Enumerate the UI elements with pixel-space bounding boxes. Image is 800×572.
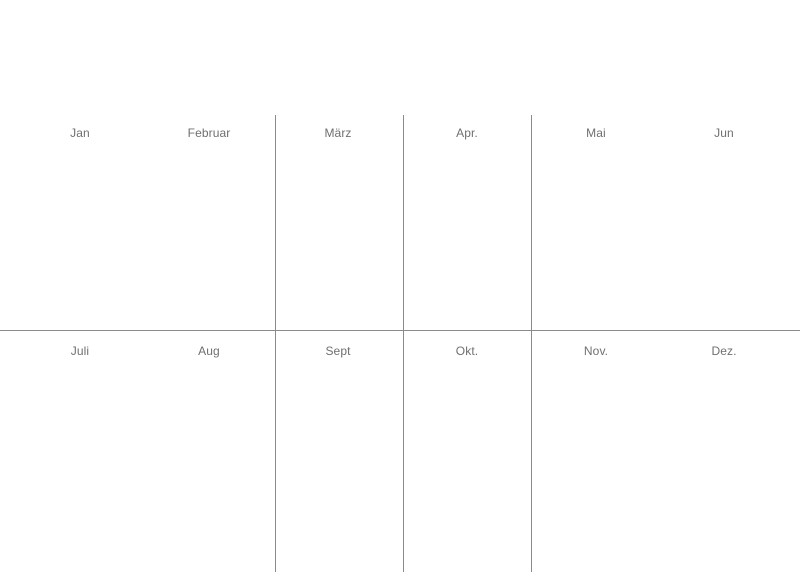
month-cell-dec[interactable] xyxy=(660,362,788,562)
month-label-aug: Aug xyxy=(198,344,220,358)
month-label-mar: März xyxy=(324,126,352,140)
month-label-jan: Jan xyxy=(70,126,90,140)
month-cell-apr[interactable] xyxy=(404,145,532,345)
month-label-sep: Sept xyxy=(325,344,351,358)
month-label-apr: Apr. xyxy=(456,126,478,140)
month-cell-may[interactable] xyxy=(532,145,660,345)
month-label-jul: Juli xyxy=(70,344,90,358)
month-label-may: Mai xyxy=(586,126,606,140)
month-cell-jul[interactable] xyxy=(16,362,144,562)
month-cell-jun[interactable] xyxy=(660,145,788,345)
month-cell-nov[interactable] xyxy=(532,362,660,562)
month-label-dec: Dez. xyxy=(711,344,737,358)
month-cell-oct[interactable] xyxy=(404,362,532,562)
month-cell-sep[interactable] xyxy=(276,362,404,562)
month-cell-aug[interactable] xyxy=(145,362,273,562)
month-label-oct: Okt. xyxy=(455,344,479,358)
month-label-jun: Jun xyxy=(714,126,734,140)
month-cell-mar[interactable] xyxy=(276,145,404,345)
month-label-feb: Februar xyxy=(187,126,231,140)
month-cell-feb[interactable] xyxy=(145,145,273,345)
month-cell-jan[interactable] xyxy=(16,145,144,345)
month-label-nov: Nov. xyxy=(583,344,609,358)
